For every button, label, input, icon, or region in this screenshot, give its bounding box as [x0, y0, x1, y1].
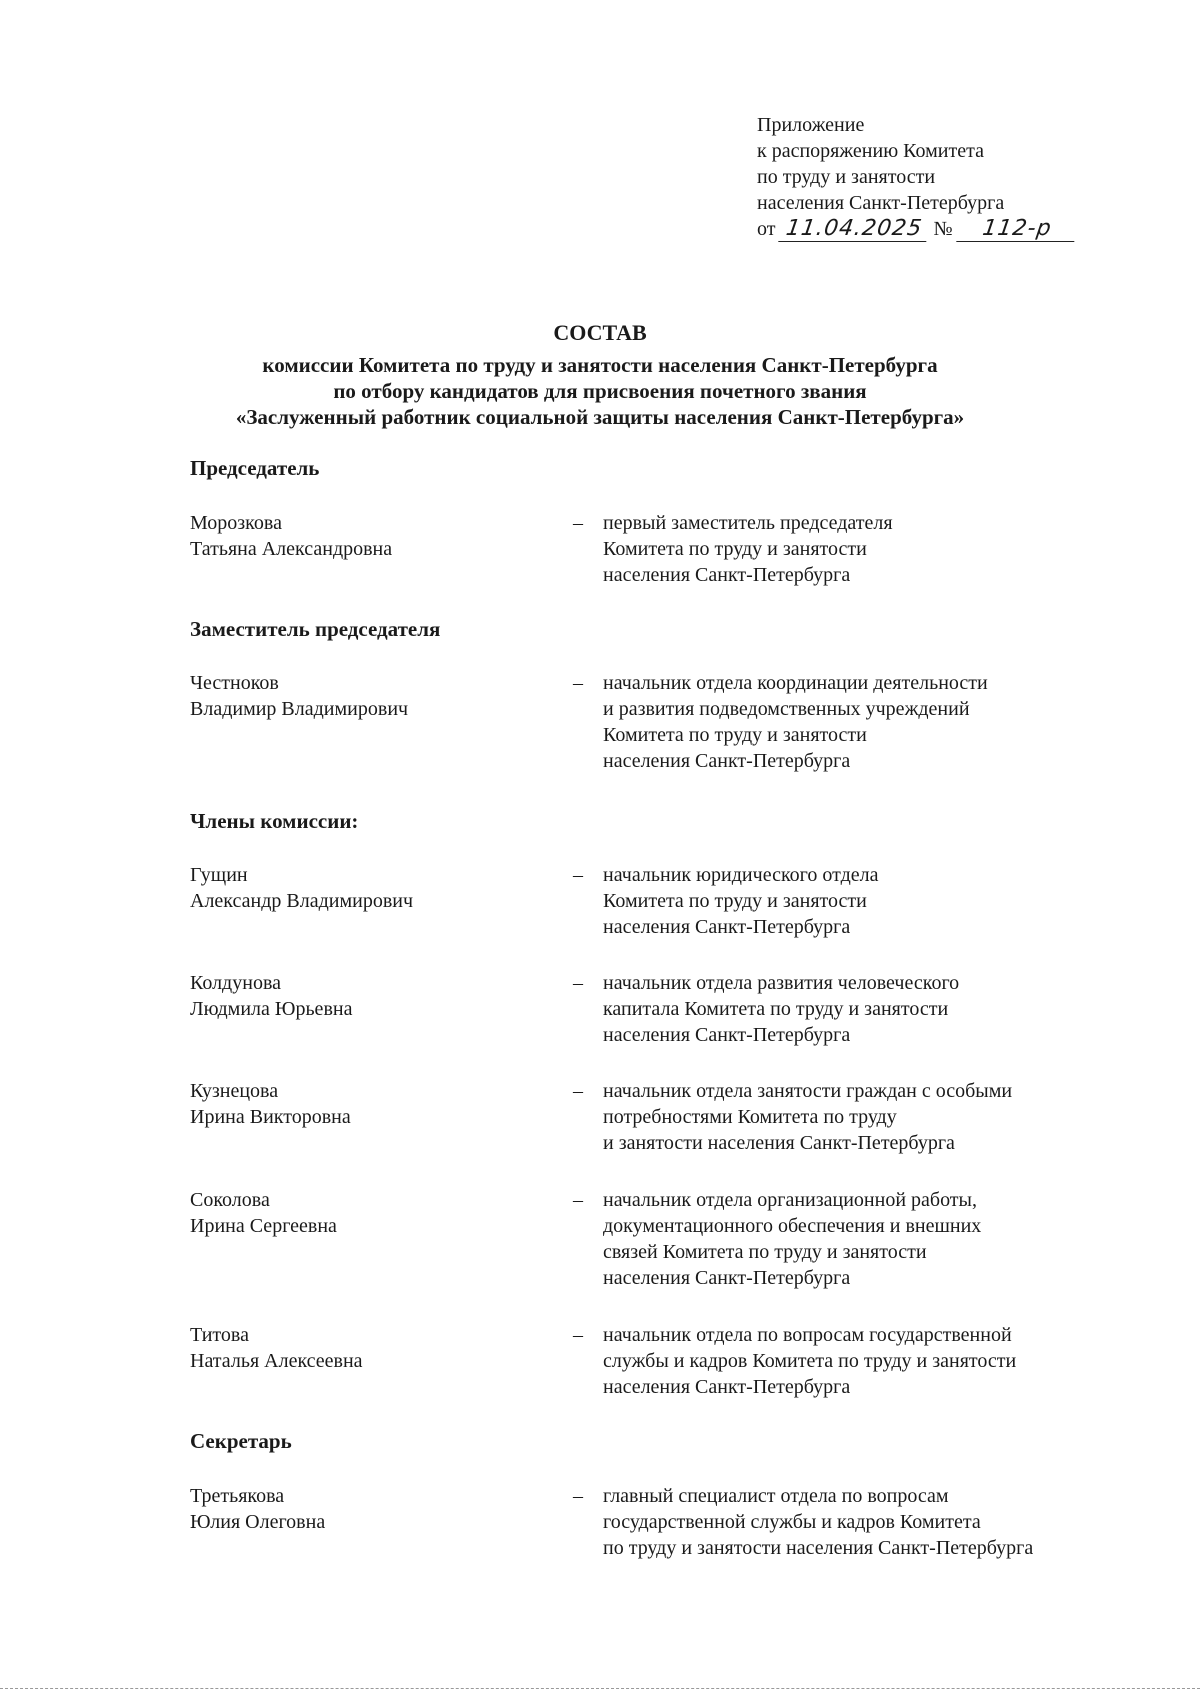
member-name: [190, 1078, 550, 1130]
member-position: [603, 1187, 1123, 1291]
position-line: начальник отдела занятости граждан с особыми: [603, 1080, 1013, 1102]
given-names: Татьяна Александровна: [190, 538, 393, 560]
member-position: [603, 1078, 1123, 1156]
given-names: Александр Владимирович: [190, 890, 414, 912]
position-line: связей Комитета по труду и занятости: [603, 1241, 927, 1263]
appendix-line: Приложение: [757, 114, 865, 136]
member-name: [190, 862, 550, 914]
surname: Титова: [190, 1324, 249, 1346]
position-line: и развития подведомственных учреждений: [603, 698, 970, 720]
appendix-line: к распоряжению Комитета: [757, 140, 984, 162]
date-number-line: [757, 216, 1076, 242]
position-line: документационного обеспечения и внешних: [603, 1215, 982, 1237]
handwritten-number: 112-р: [956, 217, 1078, 242]
surname: Гущин: [190, 864, 248, 886]
member-position: [603, 1483, 1123, 1561]
member-name: [190, 510, 550, 562]
dash: –: [573, 864, 583, 886]
position-line: населения Санкт-Петербурга: [603, 564, 851, 586]
given-names: Владимир Владимирович: [190, 698, 409, 720]
position-line: начальник юридического отдела: [603, 864, 879, 886]
position-line: начальник отдела по вопросам государственной: [603, 1324, 1012, 1346]
position-line: населения Санкт-Петербурга: [603, 1376, 851, 1398]
handwritten-date: 11.04.2025: [779, 217, 931, 242]
position-line: главный специалист отдела по вопросам: [603, 1485, 949, 1507]
member-name: [190, 670, 550, 722]
appendix-block: [757, 112, 1076, 242]
section-heading-deputy: Заместитель председателя: [190, 617, 441, 641]
appendix-line: по труду и занятости: [757, 166, 936, 188]
member-name: [190, 970, 550, 1022]
surname: Честноков: [190, 672, 279, 694]
position-line: Комитета по труду и занятости: [603, 890, 867, 912]
member-position: [603, 510, 1123, 588]
number-label: №: [933, 218, 953, 240]
member-name: [190, 1483, 550, 1535]
position-line: населения Санкт-Петербурга: [603, 916, 851, 938]
position-line: капитала Комитета по труду и занятости: [603, 998, 949, 1020]
dash: –: [573, 1080, 583, 1102]
member-position: [603, 970, 1123, 1048]
appendix-line: населения Санкт-Петербурга: [757, 192, 1005, 214]
dash: –: [573, 672, 583, 694]
surname: Колдунова: [190, 972, 281, 994]
given-names: Ирина Викторовна: [190, 1106, 351, 1128]
dash: –: [573, 512, 583, 534]
member-name: [190, 1187, 550, 1239]
position-line: по труду и занятости населения Санкт-Петербурга: [603, 1537, 1034, 1559]
position-line: Комитета по труду и занятости: [603, 724, 867, 746]
position-line: населения Санкт-Петербурга: [603, 750, 851, 772]
given-names: Юлия Олеговна: [190, 1511, 326, 1533]
scan-bottom-rule: [0, 1688, 1200, 1689]
member-position: [603, 670, 1123, 774]
surname: Соколова: [190, 1189, 270, 1211]
dash: –: [573, 1189, 583, 1211]
position-line: и занятости населения Санкт-Петербурга: [603, 1132, 955, 1154]
section-heading-chair: Председатель: [190, 456, 320, 480]
document-title: [0, 320, 1200, 430]
member-position: [603, 862, 1123, 940]
surname: Морозкова: [190, 512, 282, 534]
position-line: службы и кадров Комитета по труду и занятости: [603, 1350, 1017, 1372]
given-names: Наталья Алексеевна: [190, 1350, 363, 1372]
position-line: начальник отдела координации деятельности: [603, 672, 988, 694]
position-line: государственной службы и кадров Комитета: [603, 1511, 981, 1533]
position-line: населения Санкт-Петербурга: [603, 1024, 851, 1046]
position-line: первый заместитель председателя: [603, 512, 893, 534]
position-line: Комитета по труду и занятости: [603, 538, 867, 560]
position-line: населения Санкт-Петербурга: [603, 1267, 851, 1289]
position-line: начальник отдела организационной работы,: [603, 1189, 977, 1211]
dash: –: [573, 1485, 583, 1507]
member-position: [603, 1322, 1123, 1400]
given-names: Людмила Юрьевна: [190, 998, 353, 1020]
title-line: по отбору кандидатов для присвоения почетного звания: [333, 379, 867, 403]
title-line: комиссии Комитета по труду и занятости населения Санкт-Петербурга: [262, 353, 938, 377]
member-name: [190, 1322, 550, 1374]
dash: –: [573, 1324, 583, 1346]
surname: Кузнецова: [190, 1080, 279, 1102]
given-names: Ирина Сергеевна: [190, 1215, 337, 1237]
title-main: СОСТАВ: [553, 320, 647, 345]
position-line: начальник отдела развития человеческого: [603, 972, 960, 994]
section-heading-members: Члены комиссии:: [190, 809, 359, 833]
title-line: «Заслуженный работник социальной защиты населения Санкт-Петербурга»: [235, 405, 965, 429]
section-heading-secretary: Секретарь: [190, 1429, 292, 1453]
dash: –: [573, 972, 583, 994]
position-line: потребностями Комитета по труду: [603, 1106, 897, 1128]
surname: Третьякова: [190, 1485, 285, 1507]
from-label: от: [757, 218, 776, 240]
